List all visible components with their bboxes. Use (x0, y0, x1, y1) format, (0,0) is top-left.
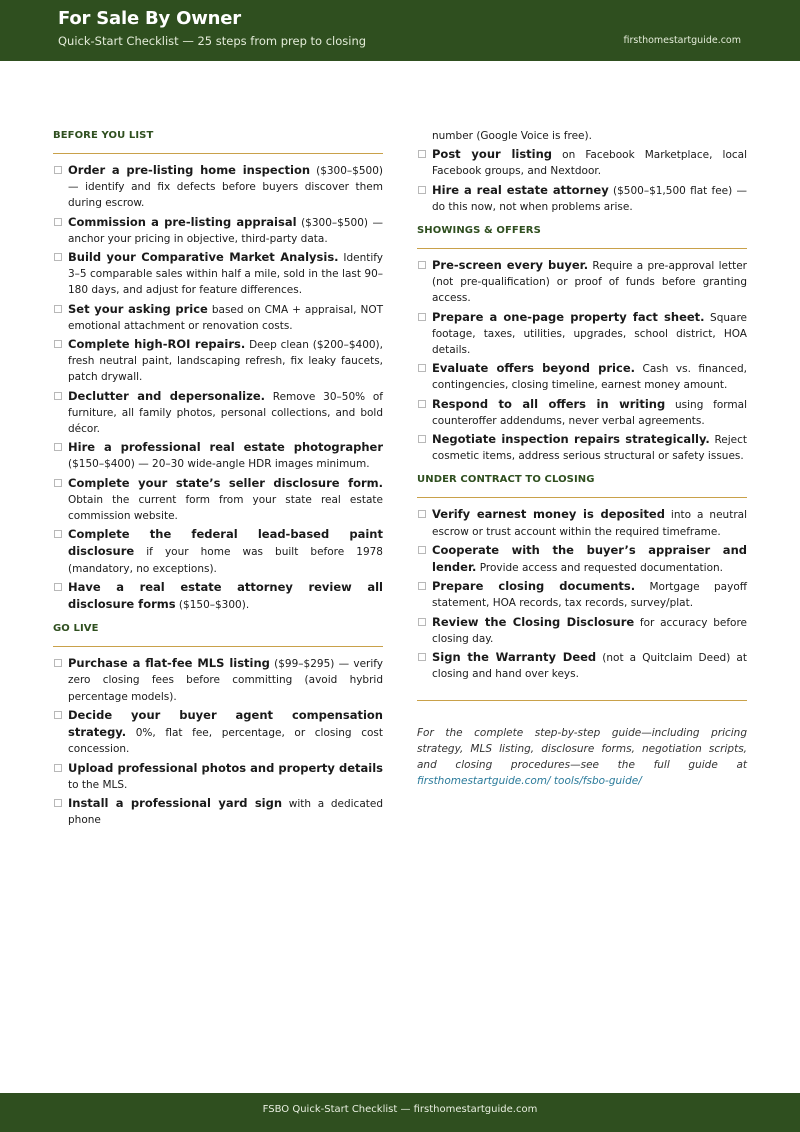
item-lead: Hire a real estate attorney (432, 182, 609, 197)
checklist-item (417, 649, 747, 682)
checkbox-icon[interactable] (418, 364, 426, 372)
item-desc: ($150–$400) — 20–30 wide-angle HDR images minimum. (68, 458, 370, 471)
item-desc: ($300–$500) — anchor your pricing in objective, third-party data. (68, 216, 384, 245)
checkbox-icon[interactable] (54, 659, 62, 667)
item-lead: Prepare a one-page property fact sheet. (432, 309, 705, 324)
item-desc: Mortgage payoff statement, HOA records, tax records, survey/plat. (432, 581, 747, 610)
checklist-item (53, 655, 383, 705)
checkbox-icon[interactable] (418, 261, 426, 269)
item-continuation: number (Google Voice is free). (432, 130, 592, 142)
checklist-item (53, 214, 383, 247)
checkbox-icon[interactable] (418, 653, 426, 661)
item-lead: Hire a professional real estate photographer (68, 440, 383, 455)
item-desc: based on CMA + appraisal, NOT emotional attachment or renovation costs. (68, 303, 384, 332)
item-desc: Deep clean ($200–$400), fresh neutral paint, landscaping refresh, fix leaky faucets, patch drywall. (68, 339, 383, 384)
item-lead: Upload professional photos and property details (68, 760, 383, 775)
item-desc: (not a Quitclaim Deed) at closing and hand over keys. (432, 652, 747, 681)
page-title: For Sale By Owner (58, 8, 241, 29)
checklist-item (417, 309, 747, 359)
left-column (53, 128, 383, 830)
checkbox-icon[interactable] (54, 799, 62, 807)
item-lead: Build your Comparative Market Analysis. (68, 250, 339, 265)
item-lead: Purchase a flat-fee MLS listing (68, 656, 270, 671)
item-lead: Cooperate with the buyer’s appraiser and lender. (432, 542, 747, 575)
item-desc: Remove 30–50% of furniture, all family photos, personal collections, and bold décor. (68, 390, 383, 436)
page-header (0, 0, 800, 61)
divider (417, 700, 747, 701)
item-desc: Square footage, taxes, utilities, upgrades, school district, HOA details. (432, 311, 747, 357)
checklist-item (417, 578, 747, 611)
checkbox-icon[interactable] (54, 305, 62, 313)
item-desc: Reject cosmetic items, address serious structural or safety issues. (432, 434, 747, 463)
item-lead: Prepare closing documents. (432, 579, 636, 594)
checklist-item (53, 475, 383, 525)
checkbox-icon[interactable] (54, 443, 62, 451)
checklist-go-live-continued (417, 146, 747, 215)
checkbox-icon[interactable] (418, 400, 426, 408)
checkbox-icon[interactable] (54, 218, 62, 226)
item-desc: Obtain the current form from your state real estate commission website. (68, 493, 383, 523)
item-desc: Identify 3–5 comparable sales within half a mile, sold in the last 90–180 days, and adjust for feature differences. (68, 252, 383, 297)
item-desc: Require a pre-approval letter (not pre-qualification) or proof of funds before granting access. (432, 260, 747, 305)
section-title-under-contract: UNDER CONTRACT TO CLOSING (417, 472, 747, 498)
item-lead: Decide your buyer agent compensation strategy. (68, 707, 383, 740)
checkbox-icon[interactable] (54, 392, 62, 400)
checklist-item (53, 162, 383, 212)
checklist-go-live (53, 655, 383, 828)
checkbox-icon[interactable] (418, 618, 426, 626)
guide-note (417, 725, 747, 789)
section-title-showings-offers: SHOWINGS & OFFERS (417, 223, 747, 249)
item-lead: Set your asking price (68, 301, 208, 316)
checklist-item (417, 182, 747, 215)
item-desc: for accuracy before closing day. (432, 616, 747, 645)
checklist-item (53, 301, 383, 334)
checklist-showings-offers (417, 257, 747, 464)
checklist-item (417, 146, 747, 179)
item-desc: 0%, flat fee, percentage, or closing cost concession. (68, 727, 383, 756)
checkbox-icon[interactable] (54, 711, 62, 719)
checkbox-icon[interactable] (418, 435, 426, 443)
checklist-item (417, 360, 747, 393)
checkbox-icon[interactable] (418, 313, 426, 321)
checklist-item (53, 579, 383, 613)
checklist-under-contract (417, 506, 747, 682)
item-desc: on Facebook Marketplace, local Facebook groups, and Nextdoor. (432, 149, 747, 178)
checklist-item (53, 388, 383, 438)
checklist-item (53, 707, 383, 758)
item-desc: Provide access and requested documentation. (476, 562, 724, 575)
page-subtitle: Quick-Start Checklist — 25 steps from prep to closing (58, 34, 367, 48)
checklist-item (417, 614, 747, 647)
checkbox-icon[interactable] (54, 530, 62, 538)
item-lead: Complete high-ROI repairs. (68, 337, 246, 352)
item-lead: Commission a pre-listing appraisal (68, 214, 297, 229)
checklist-item (53, 249, 383, 299)
checklist-before-you-list (53, 162, 383, 613)
checkbox-icon[interactable] (418, 546, 426, 554)
checklist-item (53, 439, 383, 472)
checkbox-icon[interactable] (418, 510, 426, 518)
checklist-item (417, 542, 747, 576)
item-lead: Sign the Warranty Deed (432, 650, 597, 665)
checkbox-icon[interactable] (54, 764, 62, 772)
item-desc: into a neutral escrow or trust account within the required timeframe. (432, 509, 747, 538)
item-desc: using formal counteroffer addendums, never verbal agreements. (432, 398, 748, 427)
item-desc: Cash vs. financed, contingencies, closing timeline, earnest money amount. (432, 363, 747, 392)
item-lead: Verify earnest money is deposited (432, 507, 665, 522)
checkbox-icon[interactable] (54, 479, 62, 487)
checklist-item (53, 526, 383, 577)
item-desc: if your home was built before 1978 (mandatory, no exceptions). (68, 546, 383, 575)
page-footer (0, 1093, 800, 1132)
checklist-item (417, 396, 747, 429)
header-site-url: firsthomestartguide.com (623, 35, 741, 46)
checklist-item (417, 431, 747, 464)
footer-text: FSBO Quick-Start Checklist — firsthomestartguide.com (262, 1104, 538, 1115)
item-desc: with a dedicated phone (68, 797, 383, 827)
checkbox-icon[interactable] (418, 582, 426, 590)
item-lead: Order a pre-listing home inspection (68, 163, 311, 177)
checkbox-icon[interactable] (54, 340, 62, 348)
checkbox-icon[interactable] (54, 166, 62, 174)
checklist-item (53, 795, 383, 828)
item-desc: ($500–$1,500 flat fee) — do this now, not when problems arise. (432, 184, 747, 213)
item-desc: to the MLS. (68, 778, 128, 791)
item-lead: Respond to all offers in writing (432, 396, 666, 411)
right-column (417, 128, 747, 789)
guide-link[interactable]: firsthomestartguide.com/ tools/fsbo-guide/ (417, 775, 642, 788)
item-lead: Evaluate offers beyond price. (432, 361, 635, 376)
checkbox-icon[interactable] (418, 186, 426, 194)
item-lead: Negotiate inspection repairs strategically. (432, 432, 710, 447)
checklist-item (417, 506, 747, 539)
checklist-item (417, 257, 747, 307)
item-lead: Post your listing (432, 147, 553, 162)
item-desc: ($150–$300). (175, 599, 250, 612)
section-title-go-live: GO LIVE (53, 621, 383, 647)
checklist-item (53, 760, 383, 793)
checkbox-icon[interactable] (54, 253, 62, 261)
checkbox-icon[interactable] (418, 150, 426, 158)
guide-note-text: For the complete step-by-step guide—including pricing strategy, MLS listing, disclosure forms, negotiation scripts, and closing procedures—see the full guide at (417, 727, 747, 772)
item-desc: ($99–$295) — verify zero closing fees before committing (avoid hybrid percentage models). (68, 658, 383, 703)
section-title-before-you-list: BEFORE YOU LIST (53, 128, 383, 154)
item-lead: Declutter and depersonalize. (68, 388, 265, 403)
checkbox-icon[interactable] (54, 583, 62, 591)
item-lead: Pre-screen every buyer. (432, 258, 589, 273)
item-lead: Complete your state’s seller disclosure form. (68, 475, 383, 490)
item-lead: Review the Closing Disclosure (432, 614, 635, 629)
item-desc: ($300–$500) — identify and fix defects before buyers discover them during escrow. (68, 165, 383, 210)
item-lead: Complete the federal lead-based paint disclosure (68, 527, 383, 559)
item-lead: Install a professional yard sign (68, 795, 283, 810)
item-lead: Have a real estate attorney review all disclosure forms (68, 579, 383, 612)
checklist-item (53, 336, 383, 386)
